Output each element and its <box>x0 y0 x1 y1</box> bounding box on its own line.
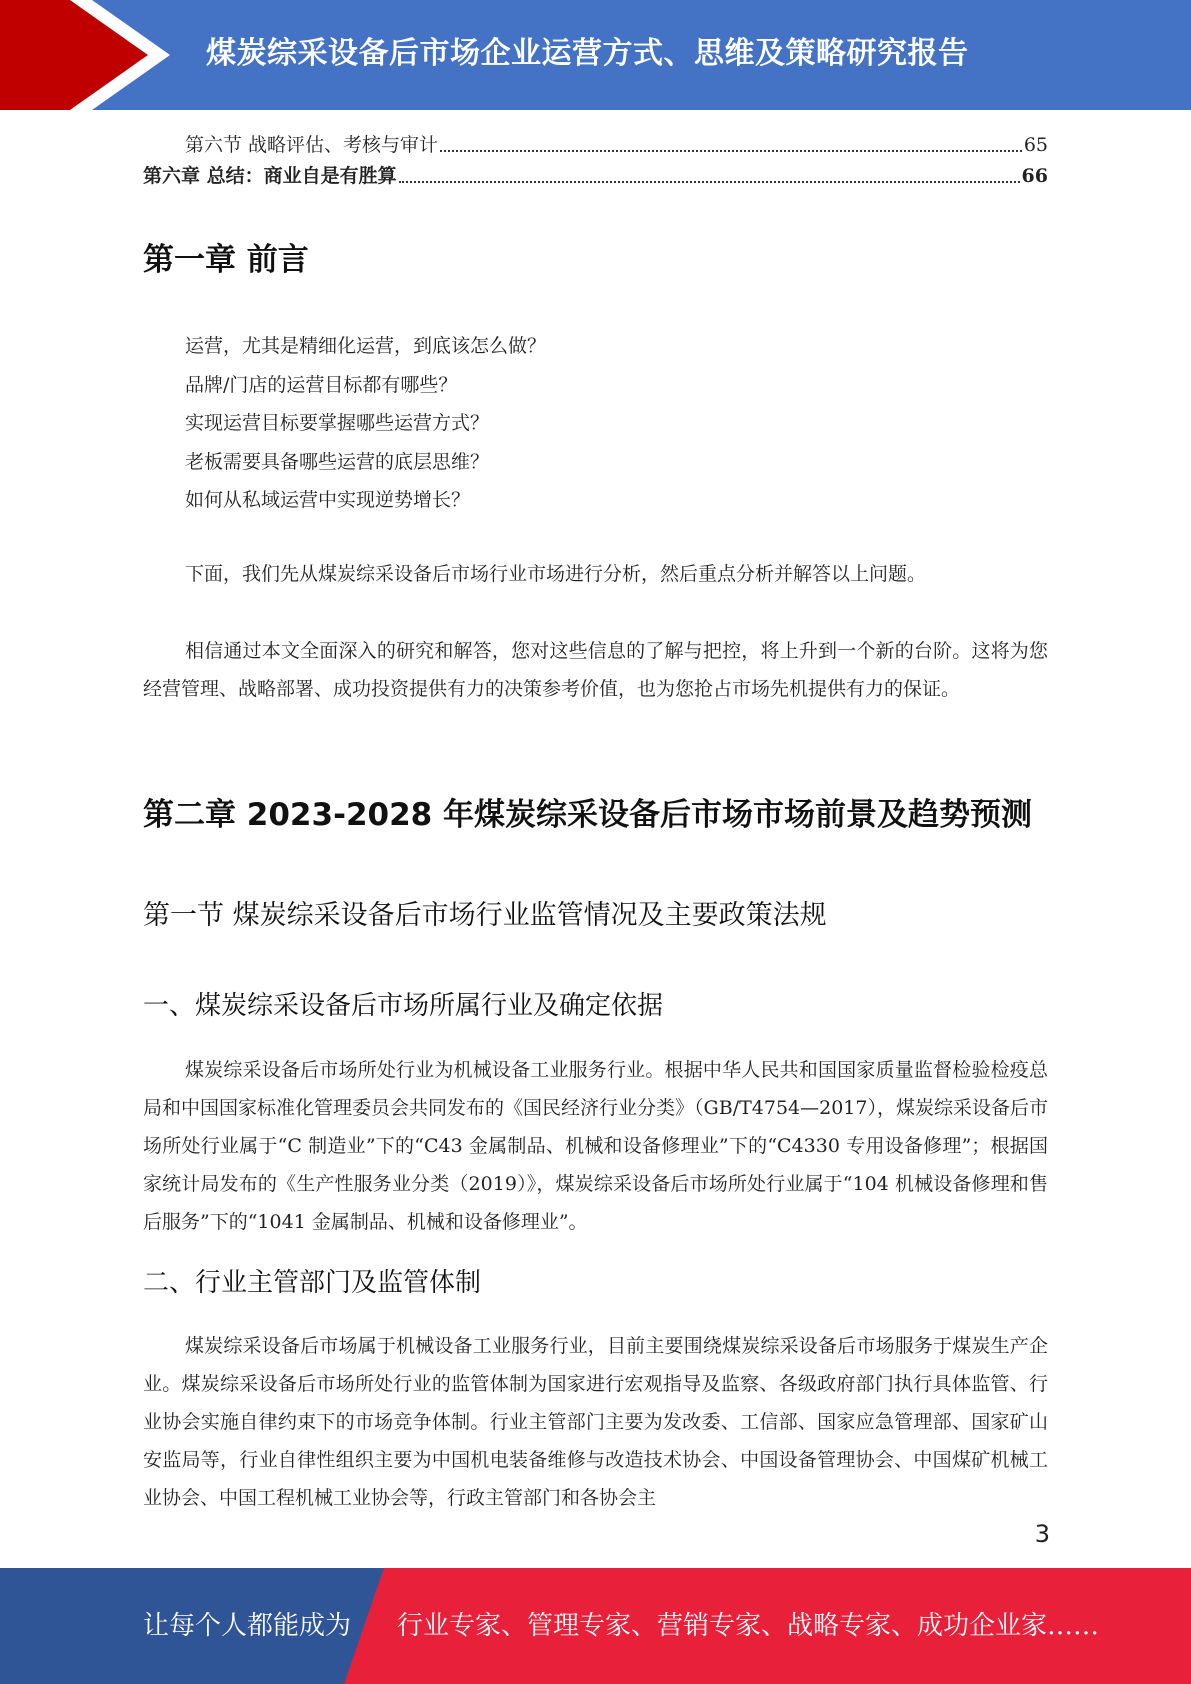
page-number: 3 <box>1034 1520 1050 1548</box>
report-title: 煤炭综采设备后市场企业运营方式、思维及策略研究报告 <box>206 36 969 71</box>
intro-paragraph-1: 下面，我们先从煤炭综采设备后市场行业市场进行分析，然后重点分析并解答以上问题。 <box>185 563 927 585</box>
toc-entry-section-6[interactable] <box>143 128 1048 158</box>
page-footer <box>0 1568 1191 1684</box>
subsection-2-text: 煤炭综采设备后市场属于机械设备工业服务行业，目前主要围绕煤炭综采设备后市场服务于煤炭生产企业。煤炭综采设备后市场所处行业的监管体制为国家进行宏观指导及监察、各级政府部门执行具体监管、行业协会实施自律约束下的市场竞争体制。行业主管部门主要为发改委、工信部、国家应急管理部、国家矿山安监局等，行业自律性组织主要为中国机电装备维修与改造技术协会、中国设备管理协会、中国煤矿机械工业协会、中国工程机械工业协会等，行政主管部门和各协会主 <box>143 1335 1048 1509</box>
question-item: 运营，尤其是精细化运营，到底该怎么做？ <box>185 335 547 357</box>
toc-entry-chapter-6[interactable] <box>143 159 1048 189</box>
question-item: 品牌/门店的运营目标都有哪些？ <box>185 373 458 396</box>
page-header <box>0 0 1191 110</box>
question-list <box>185 331 546 524</box>
subsection-2-heading: 二、行业主管部门及监管体制 <box>143 1268 482 1298</box>
intro-paragraph-2: 相信通过本文全面深入的研究和解答，您对这些信息的了解与把控，将上升到一个新的台阶。这将为您经营管理、战略部署、成功投资提供有力的决策参考价值，也为您抢占市场先机提供有力的保证。 <box>143 640 1048 700</box>
footer-slogan-left: 让每个人都能成为 <box>143 1611 352 1641</box>
question-item: 实现运营目标要掌握哪些运营方式？ <box>185 412 490 434</box>
toc-entry-page: 66 <box>1021 165 1048 187</box>
toc-leader-dots <box>399 181 1020 183</box>
toc-leader-dots <box>440 150 1022 152</box>
section-1-heading: 第一节 煤炭综采设备后市场行业监管情况及主要政策法规 <box>143 900 827 931</box>
chapter-1-heading: 第一章 前言 <box>143 242 309 278</box>
question-item: 如何从私域运营中实现逆势增长？ <box>185 489 471 511</box>
subsection-1-text: 煤炭综采设备后市场所处行业为机械设备工业服务行业。根据中华人民共和国国家质量监督检验检疫总局和中国国家标准化管理委员会共同发布的《国民经济行业分类》（GB/T4754—2017），煤炭综采设备后市场所处行业属于“C 制造业”下的“C43 金属制品、机械和设备修理业”下的“C4330 专用设备修理”；根据国家统计局发布的《生产性服务业分类（2019）》，煤炭综采设备后市场所处行业属于“104 机械设备修理和售后服务”下的“1041 金属制品、机械和设备修理业”。 <box>143 1059 1048 1233</box>
toc-entry-label: 第六节 战略评估、考核与审计 <box>185 134 439 156</box>
toc-entry-page: 65 <box>1023 134 1048 156</box>
subsection-1-heading: 一、煤炭综采设备后市场所属行业及确定依据 <box>143 991 664 1021</box>
toc-entry-label: 第六章 总结：商业自是有胜算 <box>143 165 397 187</box>
question-item: 老板需要具备哪些运营的底层思维？ <box>185 450 490 473</box>
chapter-2-heading: 第二章 2023-2028 年煤炭综采设备后市场市场前景及趋势预测 <box>143 797 1033 833</box>
footer-slogan-right: 行业专家、管理专家、营销专家、战略专家、成功企业家…… <box>397 1611 1100 1641</box>
